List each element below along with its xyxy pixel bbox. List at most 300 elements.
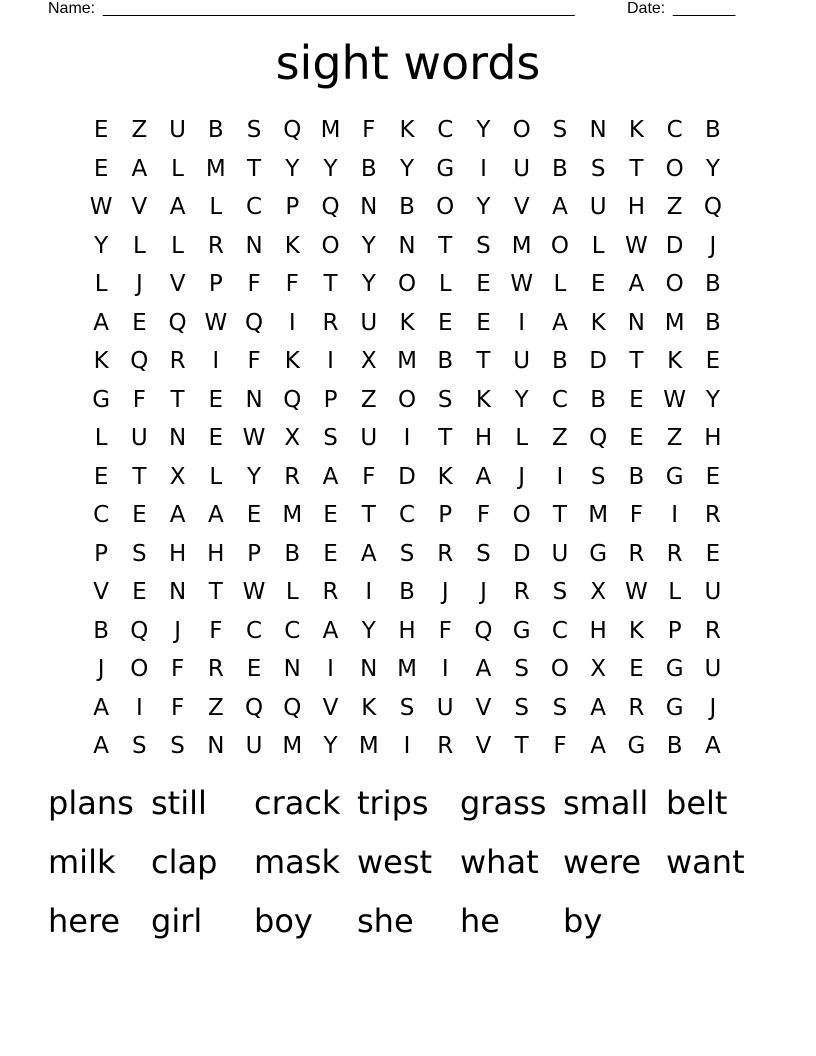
grid-letter: K [284, 348, 300, 374]
grid-letter: P [667, 617, 682, 644]
grid-row [82, 458, 732, 497]
grid-letter: J [480, 579, 487, 605]
grid-letter: N [627, 309, 645, 336]
grid-letter: A [93, 694, 109, 721]
grid-letter: S [399, 694, 415, 721]
grid-letter: W [625, 232, 648, 259]
grid-letter: G [92, 386, 111, 413]
grid-letter: J [135, 271, 143, 297]
grid-letter: U [436, 694, 454, 721]
grid-row [82, 650, 732, 689]
grid-letter: V [322, 694, 339, 721]
grid-letter: O [665, 271, 684, 297]
grid-letter: K [590, 309, 606, 336]
grid-letter: S [476, 232, 491, 259]
grid-letter: K [437, 463, 453, 490]
grid-letter: V [475, 694, 492, 721]
grid-letter: S [552, 694, 568, 721]
grid-letter: U [360, 309, 378, 336]
word-bank [48, 776, 768, 953]
grid-letter: A [93, 733, 109, 759]
grid-letter: T [438, 425, 453, 451]
grid-letter: H [627, 194, 646, 220]
grid-letter: C [93, 502, 110, 528]
grid-letter: M [282, 733, 303, 759]
grid-letter: O [512, 117, 531, 143]
grid-letter: L [132, 232, 146, 259]
grid-letter: X [169, 463, 186, 490]
grid-letter: I [441, 656, 449, 682]
grid-letter: X [590, 579, 607, 605]
grid-letter: M [397, 348, 417, 374]
grid-letter: U [513, 155, 531, 182]
grid-letter: E [132, 309, 147, 336]
grid-letter: R [437, 540, 454, 567]
grid-letter: H [704, 425, 722, 451]
grid-letter: K [667, 348, 683, 374]
grid-letter: R [322, 579, 339, 605]
grid-row [82, 227, 732, 266]
grid-letter: Y [94, 232, 109, 259]
grid-letter: C [284, 617, 301, 644]
grid-letter: Y [247, 463, 262, 490]
word-bank-item: by [563, 902, 603, 940]
grid-letter: O [550, 656, 569, 682]
grid-letter: R [437, 733, 454, 759]
grid-letter: L [171, 155, 184, 182]
page-title: sight words [275, 36, 541, 90]
grid-letter: F [362, 117, 376, 143]
grid-letter: E [629, 425, 644, 451]
grid-letter: B [399, 194, 415, 220]
grid-letter: U [513, 348, 531, 374]
grid-letter: A [169, 502, 186, 528]
grid-letter: K [628, 117, 644, 143]
grid-letter: M [511, 232, 532, 259]
grid-letter: I [403, 425, 411, 451]
grid-letter: Q [245, 309, 264, 336]
grid-letter: E [208, 386, 224, 413]
grid-letter: I [480, 155, 487, 182]
grid-letter: B [284, 540, 301, 567]
grid-letter: G [436, 155, 455, 182]
grid-letter: R [704, 617, 721, 644]
grid-letter: R [322, 309, 339, 336]
grid-letter: O [436, 194, 455, 220]
grid-letter: C [246, 194, 263, 220]
grid-letter: I [403, 733, 411, 759]
grid-letter: A [131, 155, 148, 182]
grid-letter: N [398, 232, 416, 259]
grid-letter: T [170, 386, 185, 413]
grid-letter: Y [361, 232, 376, 259]
grid-letter: M [664, 309, 685, 336]
grid-letter: J [709, 694, 717, 721]
grid-letter: Z [131, 117, 148, 143]
grid-row [82, 535, 732, 574]
grid-letter: S [399, 540, 415, 567]
grid-letter: T [361, 502, 376, 528]
grid-letter: G [627, 733, 646, 759]
grid-letter: E [437, 309, 453, 336]
grid-letter: E [93, 155, 109, 182]
grid-letter: Y [476, 117, 491, 143]
grid-letter: E [705, 348, 721, 374]
grid-letter: G [665, 463, 684, 490]
grid-letter: H [474, 425, 493, 451]
grid-letter: M [397, 656, 417, 682]
grid-letter: K [284, 232, 300, 259]
grid-letter: J [97, 656, 105, 682]
date-blank-line: _______ [673, 0, 736, 17]
grid-letter: R [284, 463, 301, 490]
grid-letter: T [552, 502, 567, 528]
grid-row [82, 111, 732, 150]
grid-letter: B [552, 155, 568, 182]
grid-letter: R [207, 656, 224, 682]
grid-letter: Y [285, 155, 300, 182]
grid-letter: U [551, 540, 569, 567]
word-bank-item: boy [254, 902, 313, 940]
word-search-grid [82, 111, 732, 766]
grid-letter: P [94, 540, 109, 567]
grid-letter: V [513, 194, 530, 220]
grid-letter: F [438, 617, 452, 644]
grid-letter: P [208, 271, 223, 297]
grid-letter: Q [283, 386, 302, 413]
grid-letter: R [666, 540, 683, 567]
grid-letter: E [629, 656, 644, 682]
grid-letter: K [628, 617, 644, 644]
grid-row [82, 496, 732, 535]
grid-letter: Q [283, 117, 302, 143]
word-bank-item: what [460, 843, 539, 881]
grid-letter: N [360, 656, 378, 682]
grid-letter: C [246, 617, 263, 644]
grid-letter: W [663, 386, 686, 413]
grid-letter: B [704, 309, 721, 336]
grid-letter: D [398, 463, 416, 490]
grid-letter: A [552, 309, 568, 336]
grid-letter: D [512, 540, 531, 567]
grid-letter: R [628, 540, 645, 567]
grid-letter: M [358, 733, 379, 759]
grid-letter: G [665, 656, 684, 682]
grid-letter: O [512, 502, 531, 528]
grid-row [82, 419, 732, 458]
grid-letter: B [399, 579, 415, 605]
grid-letter: B [590, 386, 607, 413]
grid-letter: E [132, 579, 147, 605]
grid-letter: E [705, 540, 721, 567]
word-bank-item: were [563, 843, 641, 881]
grid-letter: S [170, 733, 185, 759]
grid-letter: U [704, 579, 722, 605]
grid-letter: A [93, 309, 109, 336]
grid-letter: Q [245, 694, 264, 721]
grid-letter: J [709, 232, 717, 259]
grid-letter: E [323, 540, 338, 567]
grid-letter: Z [666, 194, 683, 220]
grid-letter: B [666, 733, 683, 759]
grid-letter: R [704, 502, 721, 528]
grid-letter: H [168, 540, 187, 567]
grid-letter: U [130, 425, 148, 451]
grid-letter: S [437, 386, 453, 413]
grid-letter: L [94, 271, 108, 297]
grid-letter: D [589, 348, 608, 374]
grid-row [82, 612, 732, 651]
grid-letter: C [666, 117, 683, 143]
grid-letter: O [130, 656, 149, 682]
grid-letter: L [515, 425, 529, 451]
grid-letter: V [131, 194, 148, 220]
grid-letter: N [589, 117, 607, 143]
grid-letter: S [246, 117, 262, 143]
grid-letter: P [438, 502, 453, 528]
grid-letter: O [550, 232, 569, 259]
name-label: Name: [48, 0, 96, 17]
word-bank-item: milk [48, 843, 116, 881]
grid-letter: M [588, 502, 609, 528]
grid-letter: N [168, 579, 187, 605]
grid-letter: Q [321, 194, 340, 220]
grid-letter: N [207, 733, 225, 759]
grid-letter: R [628, 694, 645, 721]
grid-letter: Q [283, 694, 302, 721]
grid-letter: A [475, 463, 492, 490]
grid-letter: V [169, 271, 186, 297]
grid-letter: E [705, 463, 721, 490]
grid-letter: A [590, 694, 607, 721]
grid-letter: V [93, 579, 109, 605]
grid-letter: L [94, 425, 108, 451]
grid-letter: I [518, 309, 526, 336]
grid-letter: C [551, 617, 568, 644]
word-bank-item: she [357, 902, 414, 940]
grid-letter: I [327, 348, 334, 374]
grid-letter: E [208, 425, 224, 451]
grid-letter: A [322, 463, 339, 490]
grid-letter: L [209, 463, 223, 490]
grid-letter: S [590, 155, 606, 182]
grid-letter: S [476, 540, 491, 567]
grid-letter: T [132, 463, 147, 490]
grid-letter: Y [705, 386, 720, 413]
grid-letter: T [323, 271, 338, 297]
grid-letter: F [209, 617, 223, 644]
grid-letter: A [360, 540, 377, 567]
grid-letter: Y [361, 271, 376, 297]
grid-row [82, 573, 732, 612]
name-blank-line: _____________________________________________________ [103, 0, 575, 17]
grid-letter: A [207, 502, 224, 528]
grid-letter: K [399, 117, 415, 143]
grid-row [82, 689, 732, 728]
grid-letter: E [93, 463, 109, 490]
word-bank-item: want [666, 843, 745, 881]
grid-row [82, 188, 732, 227]
grid-letter: B [360, 155, 377, 182]
grid-letter: B [437, 348, 454, 374]
grid-letter: D [665, 232, 684, 259]
word-bank-item: small [563, 784, 649, 822]
grid-row [82, 727, 732, 766]
grid-letter: M [282, 502, 303, 528]
grid-letter: R [169, 348, 186, 374]
grid-letter: Q [703, 194, 722, 220]
grid-letter: Q [130, 348, 149, 374]
grid-letter: L [171, 232, 184, 259]
grid-letter: F [285, 271, 299, 297]
grid-letter: E [93, 117, 109, 143]
word-bank-item: he [460, 902, 500, 940]
grid-letter: G [512, 617, 531, 644]
grid-letter: C [551, 386, 568, 413]
grid-letter: Y [323, 155, 338, 182]
grid-letter: K [93, 348, 109, 374]
grid-letter: F [132, 386, 146, 413]
grid-letter: B [93, 617, 109, 644]
word-bank-item: clap [151, 843, 218, 881]
grid-letter: P [285, 194, 300, 220]
grid-letter: Q [168, 309, 187, 336]
grid-letter: O [397, 271, 417, 297]
grid-letter: L [438, 271, 452, 297]
grid-letter: H [207, 540, 225, 567]
grid-letter: X [360, 348, 377, 374]
grid-letter: F [553, 733, 567, 759]
grid-letter: E [323, 502, 338, 528]
grid-letter: N [245, 386, 263, 413]
grid-letter: K [399, 309, 415, 336]
grid-letter: F [170, 694, 185, 721]
word-bank-item: mask [254, 843, 340, 881]
grid-letter: I [556, 463, 564, 490]
grid-letter: T [514, 733, 529, 759]
grid-letter: Z [552, 425, 568, 451]
word-bank-item: here [48, 902, 121, 940]
grid-letter: J [441, 579, 449, 605]
grid-letter: E [246, 656, 262, 682]
grid-letter: T [629, 155, 644, 182]
grid-letter: Z [207, 694, 224, 721]
grid-letter: U [360, 425, 378, 451]
grid-letter: U [589, 194, 607, 220]
grid-letter: O [397, 386, 417, 413]
grid-letter: L [285, 579, 299, 605]
grid-letter: T [476, 348, 491, 374]
grid-letter: U [169, 117, 186, 143]
grid-letter: V [475, 733, 492, 759]
grid-letter: W [510, 271, 534, 297]
grid-letter: A [475, 656, 492, 682]
grid-letter: S [514, 694, 529, 721]
grid-letter: W [242, 425, 266, 451]
word-bank-item: girl [151, 902, 203, 940]
grid-letter: K [361, 694, 377, 721]
grid-letter: M [320, 117, 341, 143]
grid-letter: F [247, 271, 261, 297]
word-bank-item: belt [666, 784, 728, 822]
grid-letter: P [247, 540, 261, 567]
grid-letter: S [552, 579, 568, 605]
grid-row [82, 304, 732, 343]
grid-row [82, 381, 732, 420]
grid-letter: E [476, 309, 491, 336]
grid-letter: I [327, 656, 334, 682]
grid-letter: P [323, 386, 338, 413]
grid-letter: A [552, 194, 568, 220]
grid-letter: F [170, 656, 185, 682]
grid-letter: S [132, 733, 147, 759]
grid-letter: F [362, 463, 376, 490]
grid-letter: T [438, 232, 453, 259]
grid-letter: L [591, 232, 605, 259]
grid-letter: E [629, 386, 644, 413]
grid-letter: X [590, 656, 607, 682]
grid-row [82, 150, 732, 189]
grid-letter: W [89, 194, 113, 220]
word-bank-item: west [357, 843, 433, 881]
grid-letter: N [283, 656, 301, 682]
grid-letter: E [590, 271, 606, 297]
grid-letter: A [169, 194, 186, 220]
word-bank-item: grass [460, 784, 547, 822]
grid-letter: W [242, 579, 266, 605]
grid-letter: Y [323, 733, 338, 759]
grid-letter: E [476, 271, 491, 297]
grid-letter: F [476, 502, 491, 528]
grid-letter: R [207, 232, 224, 259]
grid-letter: O [321, 232, 340, 259]
grid-letter: L [668, 579, 682, 605]
grid-letter: S [552, 117, 568, 143]
worksheet-header [48, 0, 748, 20]
grid-letter: Q [474, 617, 493, 644]
grid-letter: A [590, 733, 607, 759]
grid-letter: C [398, 502, 416, 528]
grid-letter: N [168, 425, 187, 451]
grid-letter: I [288, 309, 296, 336]
grid-letter: N [245, 232, 263, 259]
grid-letter: R [513, 579, 530, 605]
grid-letter: W [625, 579, 648, 605]
grid-letter: U [704, 656, 722, 682]
grid-letter: Z [666, 425, 683, 451]
grid-letter: U [245, 733, 263, 759]
grid-letter: G [665, 694, 684, 721]
grid-letter: O [665, 155, 684, 182]
grid-letter: H [589, 617, 607, 644]
grid-letter: K [475, 386, 491, 413]
grid-letter: Z [360, 386, 377, 413]
grid-letter: N [360, 194, 378, 220]
grid-letter: T [208, 579, 223, 605]
grid-letter: B [704, 271, 721, 297]
grid-letter: A [628, 271, 645, 297]
grid-letter: C [437, 117, 454, 143]
grid-letter: I [212, 348, 220, 374]
grid-row [82, 342, 732, 381]
grid-letter: F [629, 502, 644, 528]
grid-letter: Y [476, 194, 491, 220]
grid-letter: J [518, 463, 526, 490]
grid-letter: W [204, 309, 228, 336]
grid-letter: Q [589, 425, 608, 451]
grid-letter: S [323, 425, 338, 451]
grid-letter: Y [361, 617, 376, 644]
